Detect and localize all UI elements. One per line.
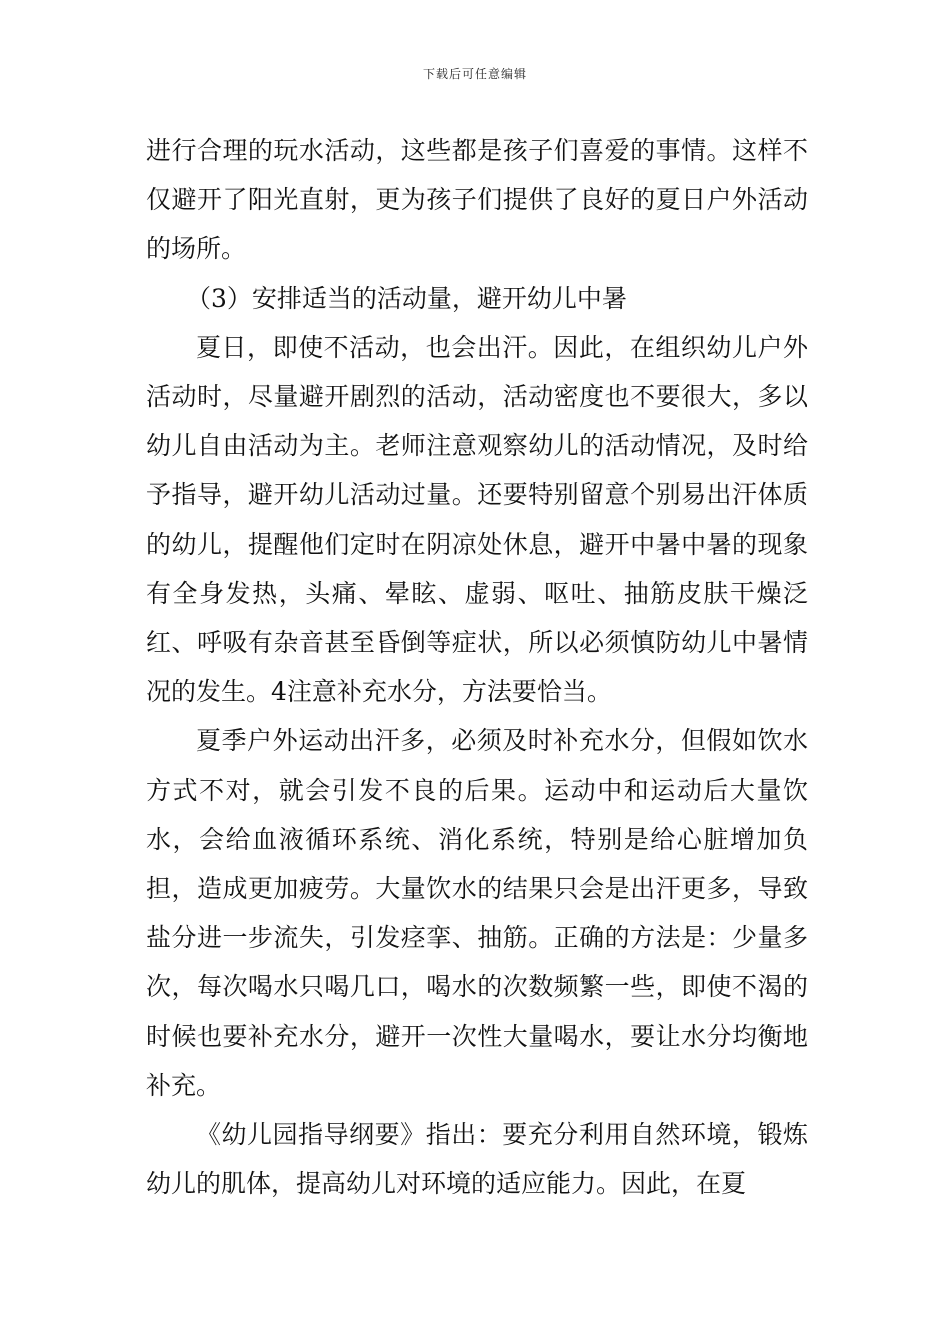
paragraph-guideline: 《幼儿园指导纲要》指出：要充分利用自然环境，锻炼幼儿的肌体，提高幼儿对环境的适应能力。因此，在夏 [146, 1120, 808, 1199]
paragraph-heatstroke: 夏日，即使不活动，也会出汗。因此，在组织幼儿户外活动时，尽量避开剧烈的活动，活动密度也不要很大，多以幼儿自由活动为主。老师注意观察幼儿的活动情况，及时给予指导，避开幼儿活动过量。还要特别留意个别易出汗体质的幼儿，提醒他们定时在阴凉处休息，避开中暑中暑的现象有全身发热，头痛、晕眩、虚弱、呕吐、抽筋皮肤干燥泛红、呼吸有杂音甚至昏倒等症状，所以必须慎防幼儿中暑情况的发生。4注意补充水分，方法要恰当。 [146, 332, 808, 707]
header-note: 下载后可任意编辑 [422, 67, 527, 81]
document-body [146, 126, 808, 1208]
section-heading: （3）安排适当的活动量，避开幼儿中暑 [186, 283, 627, 313]
paragraph-continuation: 进行合理的玩水活动，这些都是孩子们喜爱的事情。这样不仅避开了阳光直射，更为孩子们提供了良好的夏日户外活动的场所。 [146, 136, 808, 264]
paragraph-hydration: 夏季户外运动出汗多，必须及时补充水分，但假如饮水方式不对，就会引发不良的后果。运动中和运动后大量饮水，会给血液循环系统、消化系统，特别是给心脏增加负担，造成更加疲劳。大量饮水的结果只会是出汗更多，导致盐分进一步流失，引发痉挛、抽筋。正确的方法是：少量多次，每次喝水只喝几口，喝水的次数频繁一些，即使不渴的时候也要补充水分，避开一次性大量喝水，要让水分均衡地补充。 [146, 726, 808, 1100]
